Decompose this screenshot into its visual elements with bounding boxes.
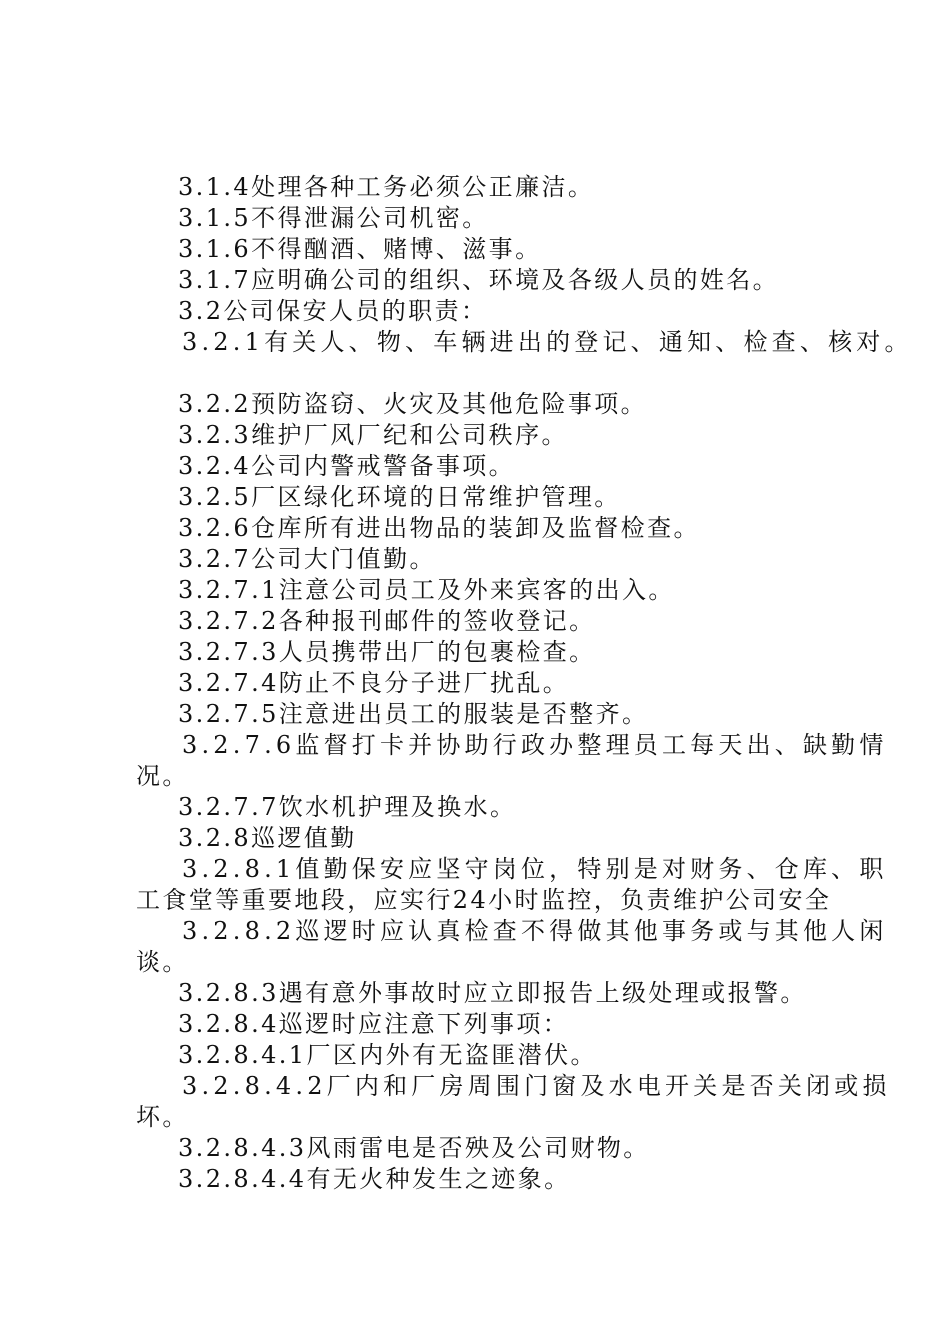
text-line: 3.2.8巡逻值勤 <box>178 824 357 852</box>
blank-line <box>136 358 836 389</box>
text-line: 3.2.8.4巡逻时应注意下列事项： <box>178 1010 570 1038</box>
text-line: 3.2.7.1注意公司员工及外来宾客的出入。 <box>178 576 675 604</box>
text-line: 3.1.7应明确公司的组织、环境及各级人员的姓名。 <box>178 266 780 294</box>
text-line: 3.2.8.4.2厂内和厂房周围门窗及水电开关是否关闭或损 <box>182 1072 891 1100</box>
text-line: 3.1.5不得泄漏公司机密。 <box>178 204 489 232</box>
text-line: 3.2.7公司大门值勤。 <box>178 545 436 573</box>
text-line: 3.2.7.3人员携带出厂的包裹检查。 <box>178 638 596 666</box>
text-line-continuation: 工食堂等重要地段，应实行24小时监控，负责维护公司安全 <box>136 886 832 914</box>
text-line: 3.2.1有关人、物、车辆进出的登记、通知、检查、核对。 <box>182 328 913 356</box>
text-line: 3.2.5厂区绿化环境的日常维护管理。 <box>178 483 621 511</box>
section-heading: 3.2公司保安人员的职责： <box>178 297 488 325</box>
text-line: 3.2.8.4.3风雨雷电是否殃及公司财物。 <box>178 1134 650 1162</box>
text-line: 3.2.4公司内警戒警备事项。 <box>178 452 516 480</box>
text-line: 3.2.7.4防止不良分子进厂扰乱。 <box>178 669 570 697</box>
text-line: 3.1.6不得酗酒、赌博、滋事。 <box>178 235 542 263</box>
text-line: 3.2.8.1值勤保安应坚守岗位，特别是对财务、仓库、职 <box>182 855 888 883</box>
document-body <box>136 172 913 1195</box>
text-line: 3.2.7.6监督打卡并协助行政办整理员工每天出、缺勤情 <box>182 731 888 759</box>
text-line: 3.2.8.2巡逻时应认真检查不得做其他事务或与其他人闲 <box>182 917 888 945</box>
text-line-continuation: 谈。 <box>136 948 189 976</box>
text-line-continuation: 坏。 <box>136 1103 189 1131</box>
text-line: 3.2.8.4.4有无火种发生之迹象。 <box>178 1165 571 1193</box>
text-line: 3.2.2预防盗窃、火灾及其他危险事项。 <box>178 390 648 418</box>
text-line: 3.2.8.3遇有意外事故时应立即报告上级处理或报警。 <box>178 979 807 1007</box>
text-line-continuation: 况。 <box>136 762 189 790</box>
text-line: 3.1.4处理各种工务必须公正廉洁。 <box>178 173 595 201</box>
text-line: 3.2.7.2各种报刊邮件的签收登记。 <box>178 607 596 635</box>
text-line: 3.2.6仓库所有进出物品的装卸及监督检查。 <box>178 514 700 542</box>
text-line: 3.2.3维护厂风厂纪和公司秩序。 <box>178 421 568 449</box>
text-line: 3.2.8.4.1厂区内外有无盗匪潜伏。 <box>178 1041 597 1069</box>
text-line: 3.2.7.5注意进出员工的服装是否整齐。 <box>178 700 649 728</box>
text-line: 3.2.7.7饮水机护理及换水。 <box>178 793 517 821</box>
